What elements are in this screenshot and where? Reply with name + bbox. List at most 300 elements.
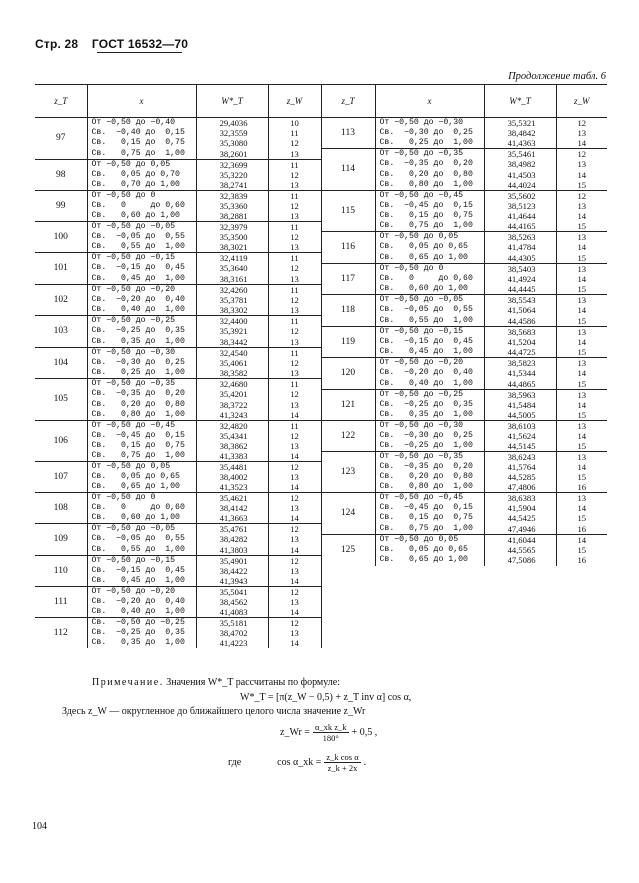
x-range-cell: Св. 0,15 до 0,75: [375, 513, 484, 524]
empty-cell: [321, 566, 607, 576]
wt-value-cell: 38,6243: [484, 451, 556, 462]
standard-title: ГОСТ 16532—70: [91, 37, 189, 51]
wt-value-cell: 38,6383: [484, 493, 556, 504]
wt-value-cell: 41,5764: [484, 462, 556, 473]
empty-cell: [321, 597, 607, 607]
x-range-cell: От −0,50 до −0,35: [87, 379, 196, 390]
zt-cell: 120: [321, 358, 375, 390]
wt-value-cell: 44,5145: [484, 441, 556, 452]
zw-value-cell: 15: [556, 347, 607, 358]
x-range-cell: Св. 0,20 до 0,80: [375, 170, 484, 180]
wt-value-cell: 32,4260: [196, 284, 268, 295]
zt-cell: 117: [321, 263, 375, 295]
zw-value-cell: 11: [268, 347, 321, 358]
zw-value-cell: 12: [556, 149, 607, 160]
x-range-cell: Св. −0,35 до 0,20: [375, 462, 484, 473]
wt-value-cell: 47,5086: [484, 555, 556, 566]
wt-value-cell: 44,4165: [484, 221, 556, 232]
empty-cell: [321, 617, 607, 628]
x-range-cell: От −0,50 до −0,05: [87, 524, 196, 535]
wt-value-cell: 47,4946: [484, 524, 556, 535]
empty-cell: [321, 628, 607, 638]
zw-value-cell: 12: [268, 232, 321, 243]
zw-value-cell: 12: [268, 389, 321, 400]
empty-cell: [321, 586, 607, 597]
wt-value-cell: 35,3921: [196, 326, 268, 337]
x-range-cell: Св. 0,65 до 1,00: [87, 482, 196, 493]
formula-zwr-denominator: 180°: [322, 733, 339, 743]
zt-cell: 103: [35, 316, 87, 348]
zw-value-cell: 13: [556, 420, 607, 431]
wt-value-cell: 35,5181: [196, 617, 268, 628]
table-row: [35, 576, 607, 587]
zw-value-cell: 13: [268, 368, 321, 379]
wt-value-cell: 35,3220: [196, 170, 268, 180]
table-row: [35, 586, 607, 597]
wt-value-cell: 32,3699: [196, 159, 268, 170]
x-range-cell: Св. 0,25 до 1,00: [375, 138, 484, 149]
x-range-cell: Св. 0,60 до 1,00: [87, 513, 196, 524]
zt-cell: 102: [35, 284, 87, 316]
x-range-cell: Св. −0,30 до 0,25: [375, 431, 484, 441]
wt-value-cell: 38,3161: [196, 274, 268, 285]
zw-value-cell: 12: [268, 493, 321, 504]
zw-value-cell: 11: [268, 159, 321, 170]
x-range-cell: Св. 0,05 до 0,70: [87, 170, 196, 180]
zw-value-cell: 13: [556, 263, 607, 274]
wt-value-cell: 41,4644: [484, 211, 556, 222]
wt-value-cell: 41,3943: [196, 576, 268, 587]
zw-value-cell: 15: [556, 410, 607, 421]
wt-value-cell: 29,4036: [196, 118, 268, 129]
table-row: [35, 190, 607, 201]
wt-value-cell: 41,4363: [484, 138, 556, 149]
formula-cos-left: cos α_xk =: [277, 757, 322, 768]
zw-value-cell: 12: [268, 170, 321, 180]
x-range-cell: От −0,50 до −0,15: [375, 326, 484, 337]
x-range-cell: Св. −0,25 до 1,00: [375, 441, 484, 452]
zw-value-cell: 11: [268, 379, 321, 390]
zw-value-cell: 13: [268, 274, 321, 285]
wt-value-cell: 35,3500: [196, 232, 268, 243]
zw-value-cell: 15: [556, 545, 607, 556]
x-range-cell: Св. 0 до 0,60: [87, 503, 196, 513]
note: [92, 677, 340, 688]
zw-value-cell: 13: [268, 441, 321, 452]
zw-value-cell: 13: [556, 128, 607, 138]
zt-cell: 105: [35, 379, 87, 421]
zw-value-cell: 13: [556, 326, 607, 337]
zw-value-cell: 13: [268, 305, 321, 316]
zt-cell: 119: [321, 326, 375, 358]
formula-cos-denominator: z_k + 2x: [327, 763, 358, 773]
zt-cell: 104: [35, 347, 87, 379]
wt-value-cell: 35,3640: [196, 263, 268, 274]
zt-cell: 111: [35, 586, 87, 617]
zw-value-cell: 12: [556, 118, 607, 129]
zw-value-cell: 13: [268, 566, 321, 576]
x-range-cell: Св. 0,15 до 0,75: [87, 138, 196, 149]
wt-value-cell: 32,3839: [196, 190, 268, 201]
x-range-cell: От −0,50 до −0,40: [87, 118, 196, 129]
table-row: [35, 149, 607, 160]
x-range-cell: Св. −0,05 до 0,55: [87, 534, 196, 545]
col-x-right: x: [375, 85, 484, 118]
wt-value-cell: 41,5904: [484, 503, 556, 513]
wt-value-cell: 35,4341: [196, 431, 268, 441]
zw-value-cell: 14: [268, 451, 321, 462]
x-range-cell: Св. 0 до 0,60: [87, 201, 196, 211]
table-row: [35, 628, 607, 638]
zt-cell: 115: [321, 190, 375, 232]
wt-value-cell: 41,5204: [484, 337, 556, 348]
zw-value-cell: 11: [268, 190, 321, 201]
zt-cell: 112: [35, 617, 87, 648]
zw-value-cell: 12: [268, 524, 321, 535]
wt-value-cell: 35,5041: [196, 586, 268, 597]
col-wt-left: W*_T: [196, 85, 268, 118]
wt-value-cell: 35,4761: [196, 524, 268, 535]
x-range-cell: От −0,50 до 0,05: [87, 462, 196, 473]
x-range-cell: Св. 0,80 до 1,00: [375, 482, 484, 493]
page-header: [35, 37, 188, 51]
zt-cell: 121: [321, 389, 375, 420]
table-row: [35, 597, 607, 607]
wt-value-cell: 38,2881: [196, 211, 268, 222]
x-range-cell: От −0,50 до 0: [87, 493, 196, 504]
x-range-cell: От −0,50 до −0,45: [375, 493, 484, 504]
x-range-cell: Св. 0,80 до 1,00: [87, 410, 196, 421]
x-range-cell: От −0,50 до 0: [87, 190, 196, 201]
wt-value-cell: 35,4201: [196, 389, 268, 400]
zw-value-cell: 14: [556, 431, 607, 441]
x-range-cell: Св. 0,70 до 1,00: [87, 180, 196, 191]
col-zt-left: z_T: [35, 85, 87, 118]
zw-value-cell: 14: [556, 305, 607, 316]
x-range-cell: Св. −0,40 до 0,15: [87, 128, 196, 138]
table-row: [35, 263, 607, 274]
x-range-cell: Св. 0,35 до 1,00: [375, 410, 484, 421]
zw-value-cell: 15: [556, 284, 607, 295]
wt-value-cell: 32,3979: [196, 221, 268, 232]
zw-value-cell: 13: [268, 503, 321, 513]
empty-cell: [321, 638, 607, 648]
x-range-cell: Св. 0,65 до 1,00: [375, 555, 484, 566]
zw-value-cell: 12: [268, 138, 321, 149]
wt-value-cell: 38,3302: [196, 305, 268, 316]
wt-value-cell: 38,5263: [484, 232, 556, 243]
table-header-row: [35, 85, 607, 118]
zw-value-cell: 14: [556, 368, 607, 379]
wt-value-cell: 38,3582: [196, 368, 268, 379]
wt-value-cell: 41,3243: [196, 410, 268, 421]
formula-cos-end: .: [363, 757, 367, 768]
x-range-cell: Св. 0,75 до 1,00: [375, 524, 484, 535]
x-range-cell: Св. −0,20 до 0,40: [375, 368, 484, 379]
x-range-cell: Св. −0,20 до 0,40: [87, 295, 196, 306]
zt-cell: 114: [321, 149, 375, 191]
zw-value-cell: 16: [556, 524, 607, 535]
formula-cos-numerator: z_k cos α: [326, 752, 359, 762]
wt-value-cell: 32,4680: [196, 379, 268, 390]
zt-cell: 122: [321, 420, 375, 451]
col-wt-right: W*_T: [484, 85, 556, 118]
zw-value-cell: 12: [268, 431, 321, 441]
wt-value-cell: 44,4024: [484, 180, 556, 191]
zw-value-cell: 13: [268, 211, 321, 222]
wt-value-cell: 41,4503: [484, 170, 556, 180]
x-range-cell: Св. 0,55 до 1,00: [87, 545, 196, 556]
wt-value-cell: 35,5321: [484, 118, 556, 129]
x-range-cell: Св. 0,35 до 1,00: [87, 638, 196, 648]
zw-value-cell: 14: [268, 576, 321, 587]
zt-cell: 98: [35, 159, 87, 190]
wt-value-cell: 44,4305: [484, 253, 556, 264]
x-range-cell: От −0,50 до 0,05: [375, 534, 484, 545]
formula-zwr-numerator: α_xk z_k: [314, 722, 347, 732]
x-range-cell: От −0,50 до −0,30: [375, 118, 484, 129]
zt-cell: 108: [35, 493, 87, 524]
wt-value-cell: 38,3442: [196, 337, 268, 348]
wt-value-cell: 38,4422: [196, 566, 268, 576]
x-range-cell: Св. 0 до 0,60: [375, 274, 484, 285]
x-range-cell: Св. 0,75 до 1,00: [87, 451, 196, 462]
wt-value-cell: 44,5285: [484, 472, 556, 482]
zw-value-cell: 13: [556, 201, 607, 211]
col-zw-left: z_W: [268, 85, 321, 118]
x-range-cell: Св. 0,80 до 1,00: [375, 180, 484, 191]
x-range-cell: Св. −0,25 до 0,35: [375, 400, 484, 410]
wt-value-cell: 38,4282: [196, 534, 268, 545]
zw-value-cell: 12: [268, 555, 321, 566]
x-range-cell: Св. −0,30 до 0,25: [87, 358, 196, 369]
zw-value-cell: 11: [268, 253, 321, 264]
empty-cell: [321, 576, 607, 587]
table-row: [35, 295, 607, 306]
table-row: [35, 389, 607, 400]
wt-value-cell: 38,2741: [196, 180, 268, 191]
wt-value-cell: 35,5461: [484, 149, 556, 160]
x-range-cell: От −0,50 до 0: [375, 263, 484, 274]
zt-cell: 109: [35, 524, 87, 556]
wt-value-cell: 41,5484: [484, 400, 556, 410]
x-range-cell: Св. 0,45 до 1,00: [375, 347, 484, 358]
wt-value-cell: 32,4400: [196, 316, 268, 327]
empty-cell: [321, 607, 607, 618]
zw-value-cell: 13: [268, 472, 321, 482]
formula-zwr: [280, 722, 377, 743]
zw-value-cell: 14: [268, 513, 321, 524]
x-range-cell: От −0,50 до −0,15: [87, 253, 196, 264]
wt-value-cell: 35,5602: [484, 190, 556, 201]
x-range-cell: Св. −0,20 до 0,40: [87, 597, 196, 607]
zt-cell: 100: [35, 221, 87, 253]
zt-cell: 97: [35, 118, 87, 160]
zw-value-cell: 14: [556, 503, 607, 513]
zw-value-cell: 12: [268, 326, 321, 337]
zw-value-cell: 13: [556, 295, 607, 306]
x-range-cell: От −0,50 до −0,05: [87, 221, 196, 232]
wt-value-cell: 38,4982: [484, 159, 556, 170]
zw-value-cell: 12: [268, 295, 321, 306]
x-range-cell: От −0,50 до −0,25: [375, 389, 484, 400]
x-range-cell: Св. −0,25 до 0,35: [87, 628, 196, 638]
wt-value-cell: 38,6103: [484, 420, 556, 431]
x-range-cell: От −0,50 до 0,05: [87, 159, 196, 170]
wt-value-cell: 38,4562: [196, 597, 268, 607]
zw-value-cell: 10: [268, 118, 321, 129]
table-row: [35, 617, 607, 628]
x-range-cell: Св. −0,35 до 0,20: [375, 159, 484, 170]
zw-value-cell: 13: [556, 451, 607, 462]
zw-value-cell: 13: [268, 149, 321, 160]
x-range-cell: Св. −0,35 до 0,20: [87, 389, 196, 400]
x-range-cell: От −0,50 до −0,20: [87, 586, 196, 597]
x-range-cell: Св. 0,75 до 1,00: [375, 221, 484, 232]
x-range-cell: От −0,50 до −0,45: [87, 420, 196, 431]
x-range-cell: От −0,50 до −0,20: [375, 358, 484, 369]
zw-value-cell: 14: [556, 462, 607, 473]
zw-value-cell: 16: [556, 482, 607, 493]
zw-value-cell: 14: [556, 211, 607, 222]
zw-value-cell: 14: [268, 607, 321, 618]
zw-value-cell: 13: [268, 534, 321, 545]
zw-value-cell: 14: [556, 400, 607, 410]
zt-cell: 110: [35, 555, 87, 586]
wt-value-cell: 41,4924: [484, 274, 556, 285]
wt-value-cell: 41,3663: [196, 513, 268, 524]
x-range-cell: Св. 0,60 до 1,00: [87, 211, 196, 222]
zw-value-cell: 14: [556, 274, 607, 285]
wt-value-cell: 35,4061: [196, 358, 268, 369]
x-range-cell: От −0,50 до −0,30: [87, 347, 196, 358]
zw-value-cell: 12: [268, 263, 321, 274]
x-range-cell: Св. −0,45 до 0,15: [87, 431, 196, 441]
zw-value-cell: 13: [268, 628, 321, 638]
table-row: [35, 358, 607, 369]
table-row: [35, 534, 607, 545]
zw-value-cell: 13: [268, 400, 321, 410]
zw-value-cell: 15: [556, 441, 607, 452]
zw-value-cell: 16: [556, 555, 607, 566]
zw-value-cell: 14: [268, 545, 321, 556]
zw-value-cell: 13: [268, 242, 321, 253]
x-range-cell: Св. 0,15 до 0,75: [87, 441, 196, 452]
zw-value-cell: 13: [556, 493, 607, 504]
table-row: [35, 326, 607, 337]
table-continuation-label: Продолжение табл. 6: [508, 71, 606, 82]
x-range-cell: Св. 0,05 до 0,65: [375, 545, 484, 556]
wt-value-cell: 38,4002: [196, 472, 268, 482]
zw-value-cell: 15: [556, 472, 607, 482]
zt-cell: 106: [35, 420, 87, 462]
table-row: [35, 420, 607, 431]
x-range-cell: Св. 0,45 до 1,00: [87, 576, 196, 587]
wt-value-cell: 38,3862: [196, 441, 268, 452]
x-range-cell: Св. −0,45 до 0,15: [375, 201, 484, 211]
x-range-cell: Св. −0,15 до 0,45: [375, 337, 484, 348]
x-range-cell: Св. 0,65 до 1,00: [375, 253, 484, 264]
x-range-cell: Св. 0,45 до 1,00: [87, 274, 196, 285]
zw-value-cell: 11: [268, 316, 321, 327]
zw-value-cell: 15: [556, 253, 607, 264]
zt-cell: 118: [321, 295, 375, 327]
zw-value-cell: 13: [556, 159, 607, 170]
wt-value-cell: 38,5683: [484, 326, 556, 337]
wt-value-cell: 47,4806: [484, 482, 556, 493]
wt-value-cell: 41,4784: [484, 242, 556, 253]
x-range-cell: Св. −0,45 до 0,15: [375, 503, 484, 513]
col-zw-right: z_W: [556, 85, 607, 118]
wt-value-cell: 44,4586: [484, 316, 556, 327]
formula-zwr-fraction: [313, 722, 349, 743]
values-table: [35, 84, 607, 648]
x-range-cell: Св. −0,25 до 0,35: [87, 326, 196, 337]
wt-value-cell: 35,3781: [196, 295, 268, 306]
zt-cell: 116: [321, 232, 375, 264]
zw-value-cell: 15: [556, 316, 607, 327]
col-zt-right: z_T: [321, 85, 375, 118]
wt-value-cell: 41,3803: [196, 545, 268, 556]
zt-cell: 107: [35, 462, 87, 493]
table-row: [35, 493, 607, 504]
formula-zwr-right: + 0,5 ,: [351, 727, 378, 738]
zw-value-cell: 11: [268, 128, 321, 138]
page-footer-number: 104: [32, 821, 47, 832]
wt-value-cell: 35,3360: [196, 201, 268, 211]
x-range-cell: Св. −0,30 до 0,25: [375, 128, 484, 138]
x-range-cell: Св. 0,60 до 1,00: [375, 284, 484, 295]
zt-cell: 99: [35, 190, 87, 221]
zw-value-cell: 11: [268, 221, 321, 232]
wt-value-cell: 38,5403: [484, 263, 556, 274]
x-range-cell: От −0,50 до −0,30: [375, 420, 484, 431]
table-row: [35, 232, 607, 243]
zw-value-cell: 13: [268, 597, 321, 607]
wt-value-cell: 35,4901: [196, 555, 268, 566]
x-range-cell: От −0,50 до −0,45: [375, 190, 484, 201]
zw-value-cell: 14: [556, 138, 607, 149]
x-range-cell: Св. −0,05 до 0,55: [375, 305, 484, 316]
x-range-cell: Св. 0,55 до 1,00: [87, 242, 196, 253]
wt-value-cell: 44,5425: [484, 513, 556, 524]
zw-value-cell: 12: [556, 190, 607, 201]
wt-value-cell: 32,4820: [196, 420, 268, 431]
wt-value-cell: 32,4540: [196, 347, 268, 358]
zw-value-cell: 14: [556, 170, 607, 180]
formula-cos-fraction: [324, 752, 360, 773]
header-rule: [97, 52, 182, 53]
wt-value-cell: 41,5344: [484, 368, 556, 379]
zw-value-cell: 15: [556, 379, 607, 390]
wt-value-cell: 41,6044: [484, 534, 556, 545]
wt-value-cell: 41,3523: [196, 482, 268, 493]
x-range-cell: От −0,50 до −0,05: [375, 295, 484, 306]
wt-value-cell: 41,4083: [196, 607, 268, 618]
zt-cell: 123: [321, 451, 375, 493]
wt-value-cell: 44,5565: [484, 545, 556, 556]
formula-cos: [228, 752, 366, 773]
zw-value-cell: 12: [268, 617, 321, 628]
x-range-cell: Св. 0,05 до 0,65: [87, 472, 196, 482]
x-range-cell: От −0,50 до −0,35: [375, 149, 484, 160]
x-range-cell: Св. 0,25 до 1,00: [87, 368, 196, 379]
zw-value-cell: 14: [268, 410, 321, 421]
x-range-cell: Св. −0,15 до 0,45: [87, 263, 196, 274]
table-row: [35, 118, 607, 129]
x-range-cell: Св. 0,40 до 1,00: [87, 607, 196, 618]
zw-value-cell: 14: [556, 534, 607, 545]
